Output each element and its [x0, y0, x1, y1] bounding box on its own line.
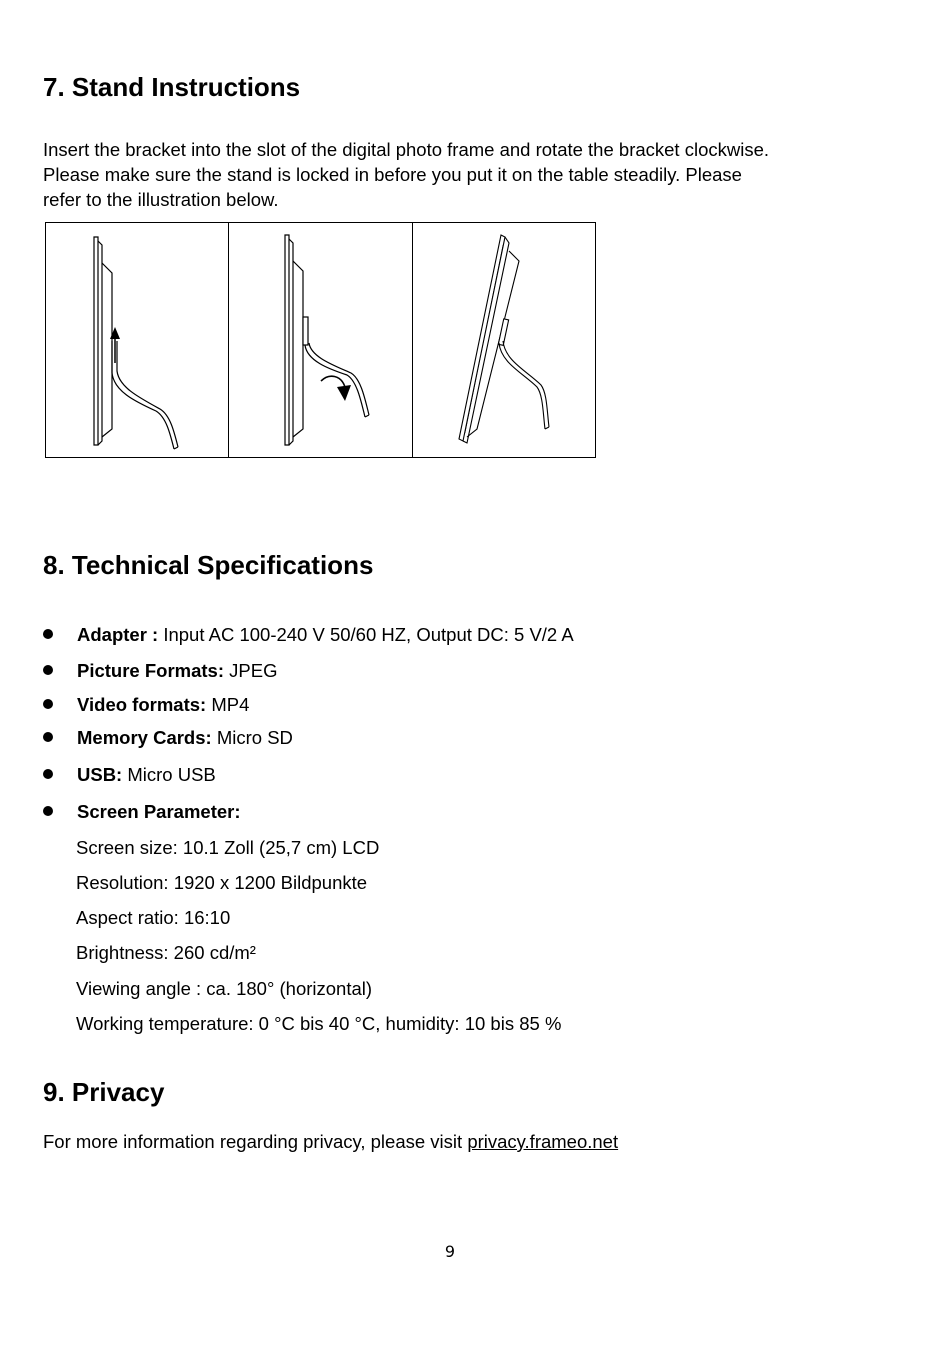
spec-picture-formats — [43, 659, 277, 683]
intro-line-3: refer to the illustration below. — [43, 189, 279, 210]
section-8-title: 8. Technical Specifications — [43, 550, 374, 580]
bullet-icon — [43, 699, 53, 709]
panel-rotate-bracket — [229, 223, 412, 457]
spec-value: Input AC 100-240 V 50/60 HZ, Output DC: 5 V/2 A — [158, 624, 574, 645]
spec-label: Picture Formats: — [77, 660, 225, 681]
privacy-link[interactable]: privacy.frameo.net — [467, 1131, 619, 1152]
spec-value: JPEG — [224, 660, 278, 681]
screen-size: Screen size: 10.1 Zoll (25,7 cm) LCD — [76, 837, 380, 858]
spec-label: Memory Cards: — [77, 727, 212, 748]
bullet-icon — [43, 665, 53, 675]
spec-usb — [43, 763, 216, 787]
bullet-icon — [43, 732, 53, 742]
working-temperature: Working temperature: 0 °C bis 40 °C, humidity: 10 bis 85 % — [76, 1013, 562, 1034]
bullet-icon — [43, 806, 53, 816]
privacy-text — [43, 1129, 903, 1154]
spec-label: Screen Parameter: — [77, 801, 241, 822]
spec-value: MP4 — [206, 694, 250, 715]
spec-label: Adapter : — [77, 624, 159, 645]
stand-illustration — [45, 222, 596, 458]
viewing-angle: Viewing angle : ca. 180° (horizontal) — [76, 978, 373, 999]
spec-value: Micro SD — [211, 727, 293, 748]
page-number: 9 — [444, 1242, 456, 1261]
section-9-title: 9. Privacy — [43, 1077, 165, 1107]
section-7-title: 7. Stand Instructions — [43, 72, 301, 102]
brightness: Brightness: 260 cd/m² — [76, 942, 256, 963]
spec-label: USB: — [77, 764, 123, 785]
panel-stand-upright — [413, 223, 595, 457]
intro-line-1: Insert the bracket into the slot of the digital photo frame and rotate the bracket clockwise. — [43, 139, 770, 160]
bullet-icon — [43, 629, 53, 639]
spec-screen-parameter — [43, 800, 241, 824]
privacy-sentence: For more information regarding privacy, please visit — [43, 1131, 468, 1152]
resolution: Resolution: 1920 x 1200 Bildpunkte — [76, 872, 368, 893]
bullet-icon — [43, 769, 53, 779]
spec-memory-cards — [43, 726, 293, 750]
stand-instructions-text — [43, 137, 903, 212]
spec-video-formats — [43, 693, 249, 717]
spec-value: Micro USB — [122, 764, 216, 785]
spec-adapter — [43, 623, 574, 647]
intro-line-2: Please make sure the stand is locked in before you put it on the table steadily. Please — [43, 164, 742, 185]
aspect-ratio: Aspect ratio: 16:10 — [76, 907, 231, 928]
spec-label: Video formats: — [77, 694, 207, 715]
panel-insert-bracket — [46, 223, 229, 457]
